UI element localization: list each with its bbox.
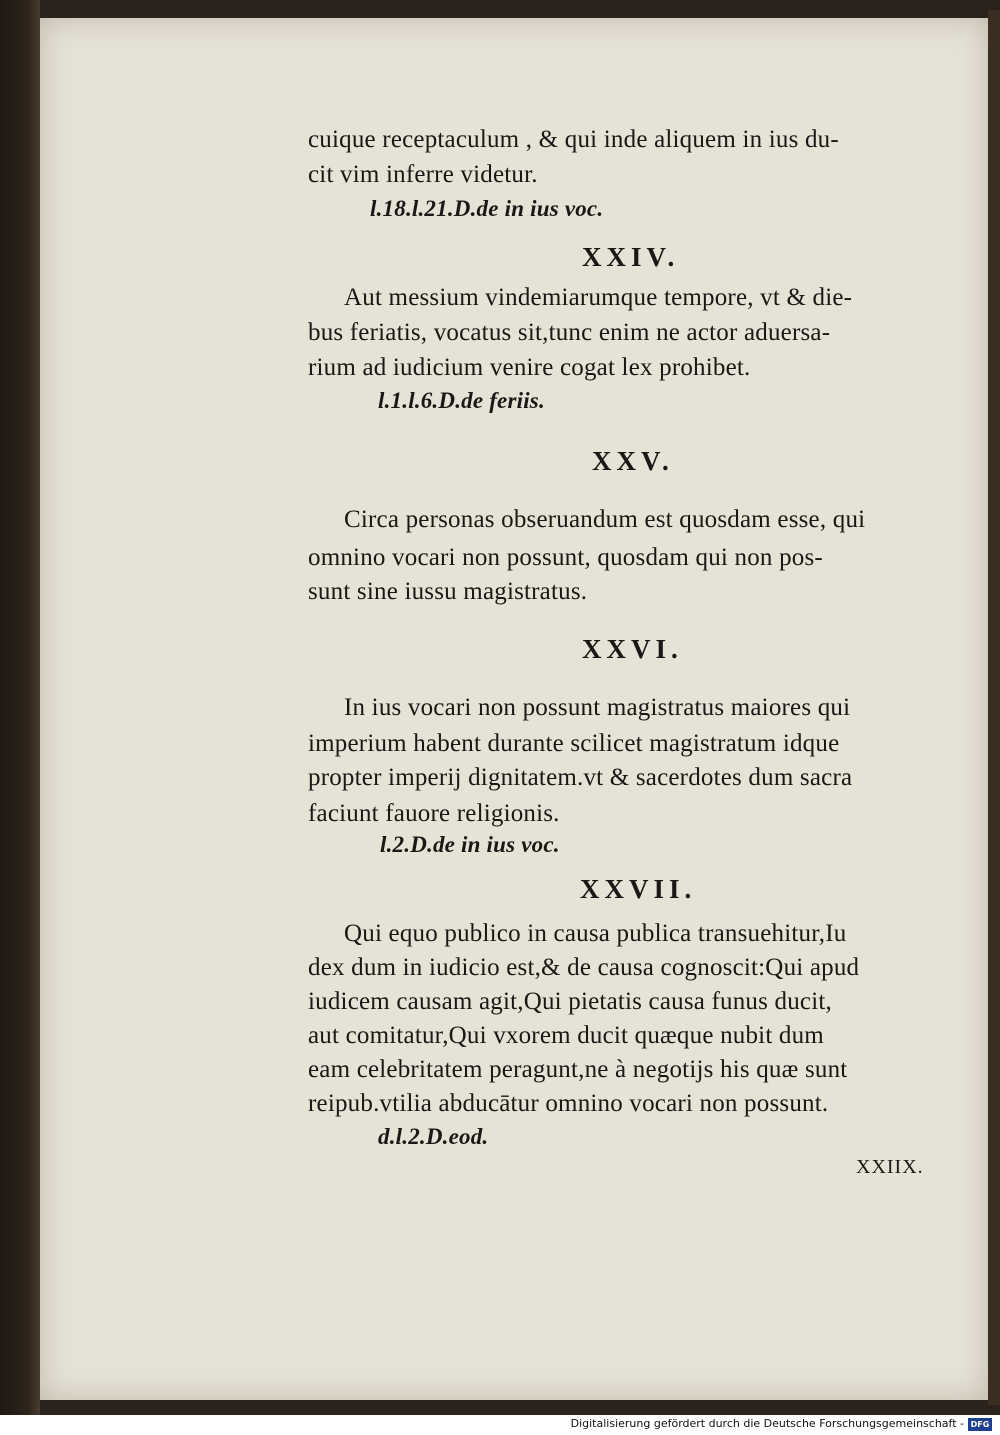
citation: d.l.2.D.eod. [378, 1124, 489, 1149]
text-line: eam celebritatem peragunt,ne à negotijs his quæ sunt [308, 1056, 848, 1083]
citation: l.2.D.de in ius voc. [380, 832, 560, 857]
section-heading: XXVI. [582, 634, 683, 664]
text-line: bus feriatis, vocatus sit,tunc enim ne actor aduersa- [308, 319, 831, 346]
catchword: XXIIX. [856, 1156, 924, 1178]
text-line: imperium habent durante scilicet magistratum idque [308, 730, 840, 757]
citation: l.1.l.6.D.de feriis. [378, 388, 545, 413]
text-line: cuique receptaculum , & qui inde aliquem in ius du- [308, 126, 839, 153]
text-line: iudicem causam agit,Qui pietatis causa funus ducit, [308, 988, 832, 1015]
text-line: In ius vocari non possunt magistratus maiores qui [344, 694, 851, 721]
funding-credit: Digitalisierung gefördert durch die Deutsche Forschungsgemeinschaft - [570, 1417, 964, 1430]
text-line: rium ad iudicium venire cogat lex prohibet. [308, 354, 751, 381]
text-line: sunt sine iussu magistratus. [308, 578, 588, 605]
text-line: Qui equo publico in causa publica transuehitur,Iu [344, 920, 847, 947]
text-line: Aut messium vindemiarumque tempore, vt & die- [344, 284, 853, 311]
section-heading: XXIV. [582, 242, 680, 272]
citation: l.18.l.21.D.de in ius voc. [370, 196, 604, 221]
text-line: cit vim inferre videtur. [308, 161, 538, 188]
dfg-logo: DFG [968, 1418, 992, 1431]
text-line: Circa personas obseruandum est quosdam esse, qui [344, 506, 866, 533]
text-line: dex dum in iudicio est,& de causa cognoscit:Qui apud [308, 954, 860, 981]
text-line: reipub.vtilia abducātur omnino vocari non possunt. [308, 1090, 829, 1117]
text-line: aut comitatur,Qui vxorem ducit quæque nubit dum [308, 1022, 824, 1049]
page-right-edge [988, 10, 1000, 1405]
footer-bar [0, 1415, 1000, 1435]
book-spine-edge [0, 0, 40, 1415]
text-line: faciunt fauore religionis. [308, 800, 560, 827]
text-line: propter imperij dignitatem.vt & sacerdotes dum sacra [308, 764, 853, 791]
section-heading: XXV. [592, 446, 674, 476]
section-heading: XXVII. [580, 874, 697, 904]
text-line: omnino vocari non possunt, quosdam qui non pos- [308, 544, 823, 571]
